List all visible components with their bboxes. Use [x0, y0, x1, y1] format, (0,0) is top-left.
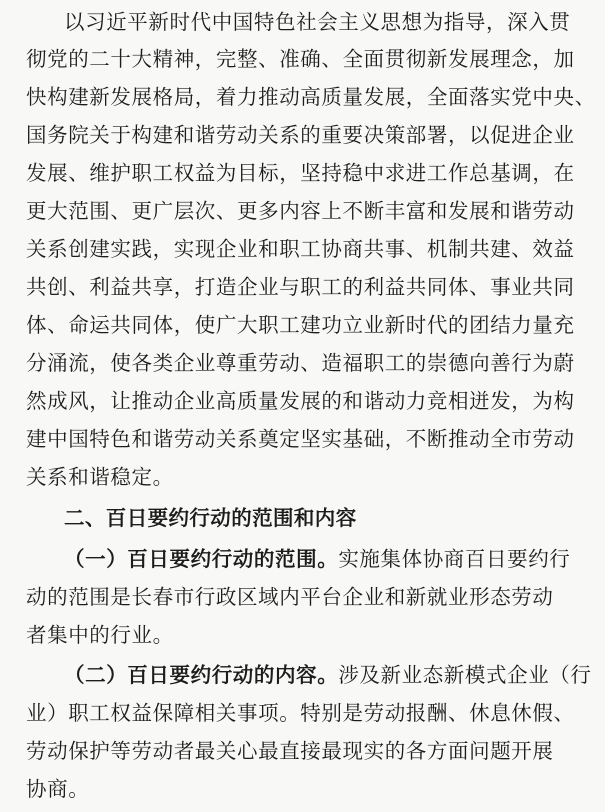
paragraph-1-line-7: 关系创建实践，实现企业和职工协商共事、机制共建、效益	[26, 237, 575, 261]
item-2-line-4: 协商。	[26, 777, 90, 801]
item-1-line-2: 动的范围是长春市行政区域内平台企业和新就业形态劳动	[26, 585, 554, 609]
item-2-first-rest: 涉及新业态新模式企业（行	[338, 663, 592, 687]
paragraph-1-line-11: 然成风，让推动企业高质量发展的和谐动力竞相迸发，为构	[26, 389, 575, 413]
paragraph-1-line-10: 分涌流，使各类企业尊重劳动、造福职工的崇德向善行为蔚	[26, 351, 575, 375]
paragraph-1-line-12: 建中国特色和谐劳动关系奠定坚实基础，不断推动全市劳动	[26, 427, 575, 451]
item-1-first-rest: 实施集体协商百日要约行	[338, 547, 571, 571]
paragraph-1-line-6: 更大范围、更广层次、更多内容上不断丰富和发展和谐劳动	[26, 199, 575, 223]
paragraph-1-line-8: 共创、利益共享，打造企业与职工的利益共同体、事业共同	[26, 275, 575, 299]
paragraph-1-line-13: 关系和谐稳定。	[26, 465, 174, 489]
paragraph-1-line-2: 彻党的二十大精神，完整、准确、全面贯彻新发展理念，加	[26, 47, 575, 71]
paragraph-1-line-4: 国务院关于构建和谐劳动关系的重要决策部署，以促进企业	[26, 123, 575, 147]
paragraph-1-line-5: 发展、维护职工权益为目标，坚持稳中求进工作总基调，在	[26, 161, 575, 185]
item-1-lead: （一）百日要约行动的范围。	[64, 547, 339, 571]
item-2-line-2: 业）职工权益保障相关事项。特别是劳动报酬、休息休假、	[26, 701, 575, 725]
paragraph-1-line-9: 体、命运共同体，使广大职工建功立业新时代的团结力量充	[26, 313, 575, 337]
item-1-line-1	[64, 547, 605, 571]
section-heading: 二、百日要约行动的范围和内容	[64, 506, 357, 530]
paragraph-1-line-1: 以习近平新时代中国特色社会主义思想为指导，深入贯	[64, 10, 571, 34]
paragraph-1-line-3: 快构建新发展格局，着力推动高质量发展，全面落实党中央、	[26, 85, 596, 109]
item-2-line-1	[64, 663, 605, 687]
item-2-lead: （二）百日要约行动的内容。	[64, 663, 339, 687]
item-2-line-3: 劳动保护等劳动者最关心最直接最现实的各方面问题开展	[26, 739, 554, 763]
item-1-line-3: 者集中的行业。	[26, 623, 174, 647]
